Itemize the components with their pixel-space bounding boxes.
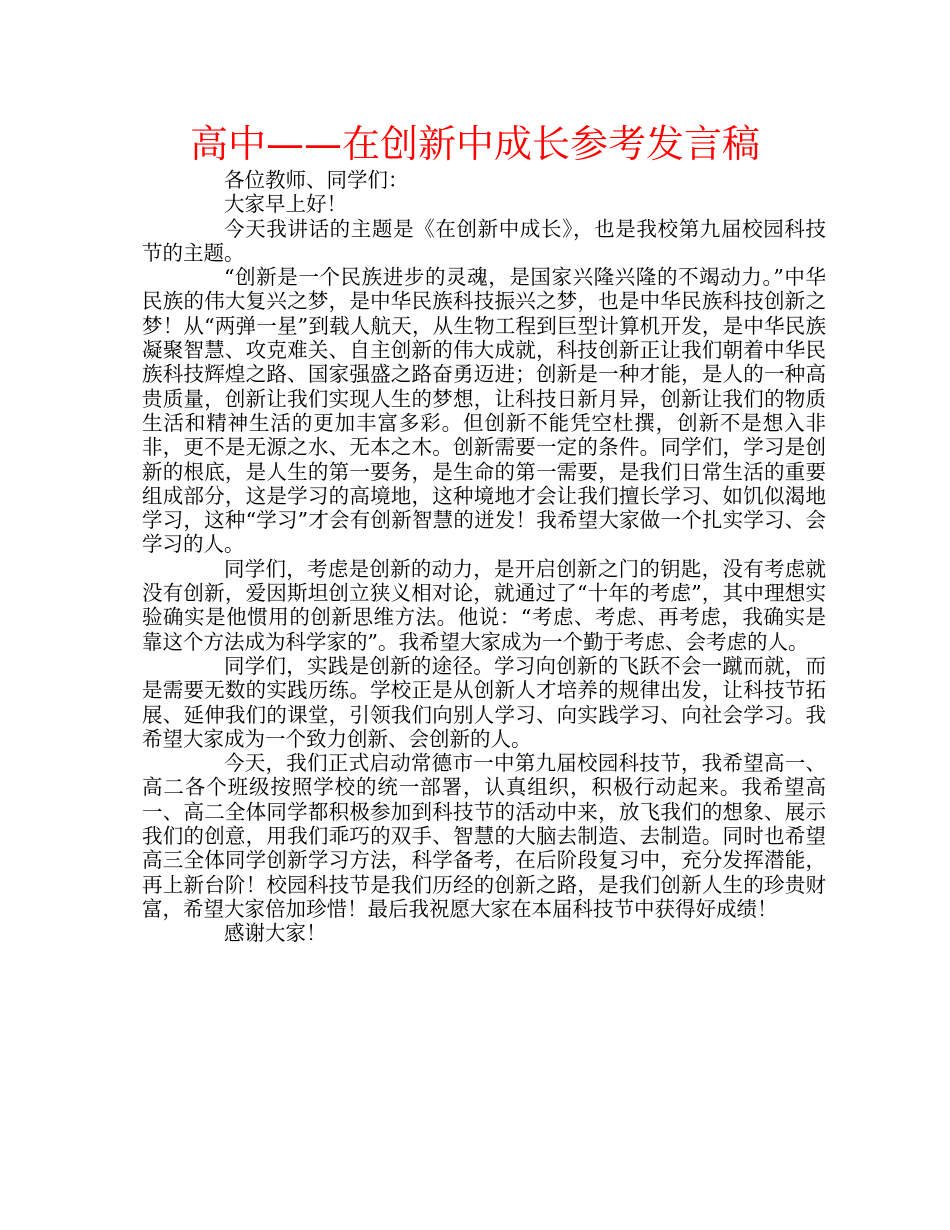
paragraph-greeting: 大家早上好！	[224, 192, 347, 217]
paragraph-topic: 今天我讲话的主题是《在创新中成长》，也是我校第九届校园科技节的主题。	[142, 216, 826, 265]
paragraph-innovation: “创新是一个民族进步的灵魂，是国家兴隆兴隆的不竭动力。”中华民族的伟大复兴之梦，是中华民族科技振兴之梦，也是中华民族科技创新之梦！从“两弹一星”到载人航天，从生物工程到巨型计算机开发，是中华民族凝聚智慧、攻克难关、自主创新的伟大成就，科技创新正让我们朝着中华民族科技辉煌之路、国家强盛之路奋勇迈进；创新是一种才能，是人的一种高贵质量，创新让我们实现人生的梦想，让科技日新月异，创新让我们的物质生活和精神生活的更加丰富多彩。但创新不能凭空杜撰，创新不是想入非非，更不是无源之水、无本之木。创新需要一定的条件。同学们，学习是创新的根底，是人生的第一要务，是生命的第一需要，是我们日常生活的重要组成部分，这是学习的高境地，这种境地才会让我们擅长学习、如饥似渴地学习，这种“学习”才会有创新智慧的迸发！我希望大家做一个扎实学习、会学习的人。	[142, 265, 826, 557]
paragraph-practice: 同学们，实践是创新的途径。学习向创新的飞跃不会一蹴而就，而是需要无数的实践历练。学校正是从创新人才培养的规律出发，让科技节拓展、延伸我们的课堂，引领我们向别人学习、向实践学习、向社会学习。我希望大家成为一个致力创新、会创新的人。	[142, 653, 826, 751]
paragraph-salutation: 各位教师、同学们：	[224, 168, 409, 192]
paragraph-thinking: 同学们，考虑是创新的动力，是开启创新之门的钥匙，没有考虑就没有创新，爱因斯坦创立狭义相对论，就通过了“十年的考虑”，其中理想实验确实是他惯用的创新思维方法。他说：“考虑、考虑、再考虑，我确实是靠这个方法成为科学家的”。我希望大家成为一个勤于考虑、会考虑的人。	[142, 556, 826, 654]
paragraph-closing: 感谢大家！	[224, 921, 327, 946]
document-body	[142, 168, 826, 946]
paragraph-festival: 今天，我们正式启动常德市一中第九届校园科技节，我希望高一、高二各个班级按照学校的统一部署，认真组织，积极行动起来。我希望高一、高二全体同学都积极参加到科技节的活动中来，放飞我们的想象、展示我们的创意，用我们乖巧的双手、智慧的大脑去制造、去制造。同时也希望高三全体同学创新学习方法，科学备考，在后阶段复习中，充分发挥潜能，再上新台阶！校园科技节是我们历经的创新之路，是我们创新人生的珍贵财富，希望大家倍加珍惜！最后我祝愿大家在本届科技节中获得好成绩！	[142, 751, 826, 921]
document-title: 高中——在创新中成长参考发言稿	[189, 122, 760, 166]
